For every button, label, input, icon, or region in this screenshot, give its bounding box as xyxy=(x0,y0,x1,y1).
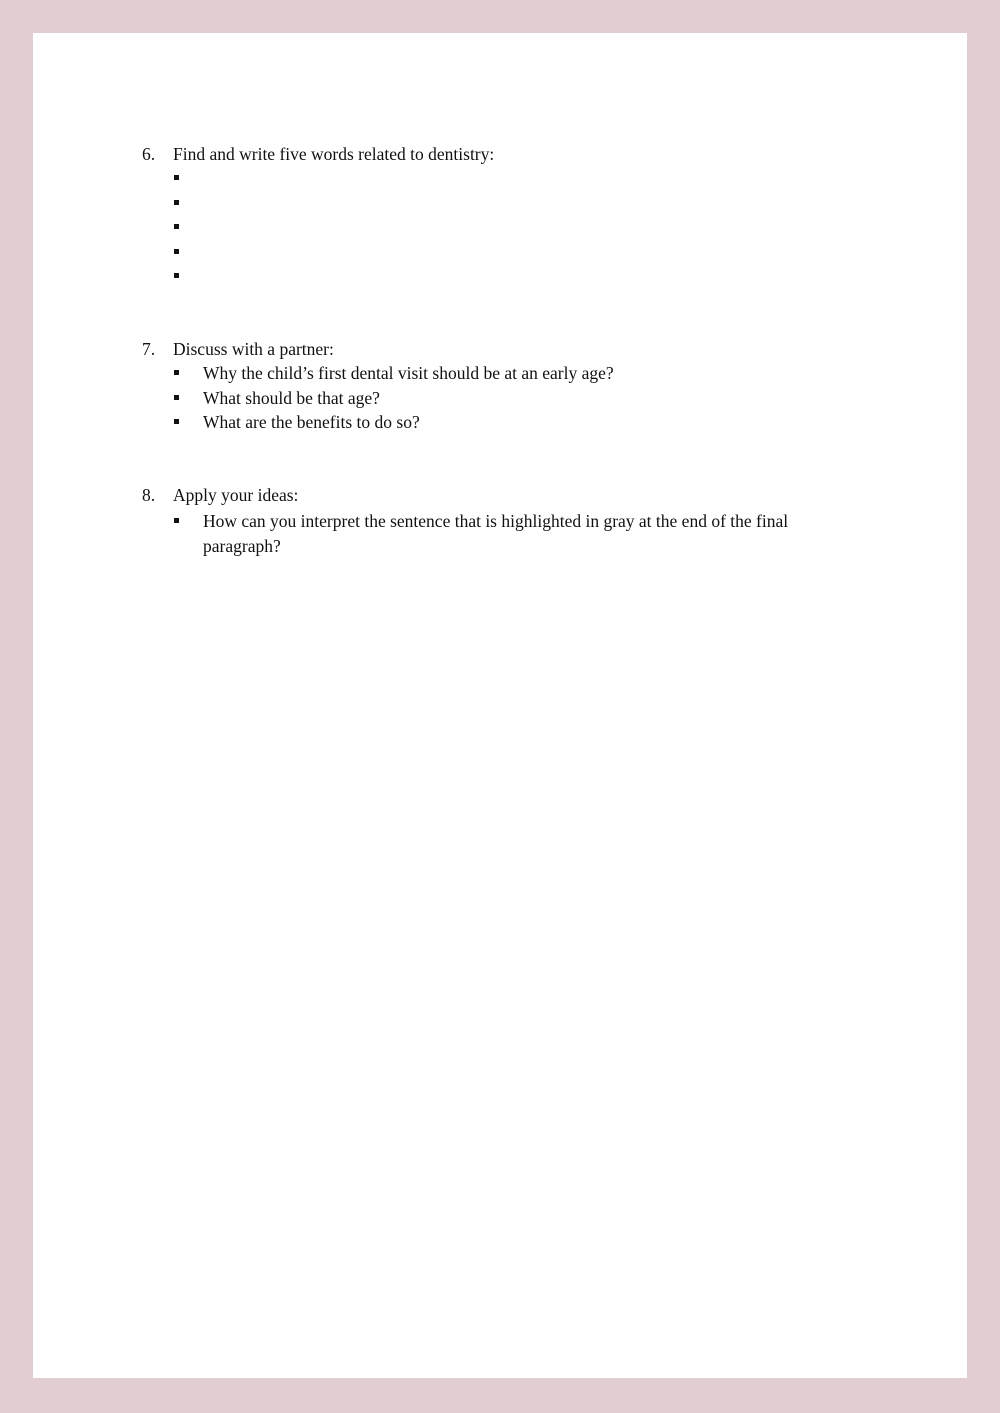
square-bullet-icon xyxy=(142,410,203,435)
square-bullet-icon xyxy=(142,191,203,216)
answer-blank-3[interactable] xyxy=(142,215,862,240)
list-item: What are the benefits to do so? xyxy=(142,410,862,435)
discussion-list xyxy=(142,361,862,435)
square-bullet-icon xyxy=(142,386,203,411)
question-8 xyxy=(142,483,862,558)
answer-blank-2[interactable] xyxy=(142,191,862,216)
square-bullet-icon xyxy=(142,361,203,386)
question-number: 8. xyxy=(142,485,156,505)
apply-list xyxy=(142,509,862,558)
list-item: Why the child’s first dental visit should be at an early age? xyxy=(142,361,862,386)
square-bullet-icon xyxy=(142,240,203,265)
square-bullet-icon xyxy=(142,166,203,191)
question-text: Discuss with a partner: xyxy=(173,339,334,359)
list-item: How can you interpret the sentence that is highlighted in gray at the end of the final paragraph? xyxy=(142,509,862,558)
square-bullet-icon xyxy=(142,509,203,558)
question-number: 7. xyxy=(142,339,156,359)
square-bullet-icon xyxy=(142,264,203,289)
list-item: What should be that age? xyxy=(142,386,862,411)
question-text: Find and write five words related to dentistry: xyxy=(173,144,495,164)
worksheet-page xyxy=(33,33,967,1378)
question-6 xyxy=(142,142,862,289)
answer-blank-4[interactable] xyxy=(142,240,862,265)
square-bullet-icon xyxy=(142,215,203,240)
answer-blank-5[interactable] xyxy=(142,264,862,289)
answer-blank-1[interactable] xyxy=(142,166,862,191)
answer-list xyxy=(142,166,862,289)
question-text: Apply your ideas: xyxy=(173,485,299,505)
question-7 xyxy=(142,337,862,435)
question-number: 6. xyxy=(142,144,156,164)
